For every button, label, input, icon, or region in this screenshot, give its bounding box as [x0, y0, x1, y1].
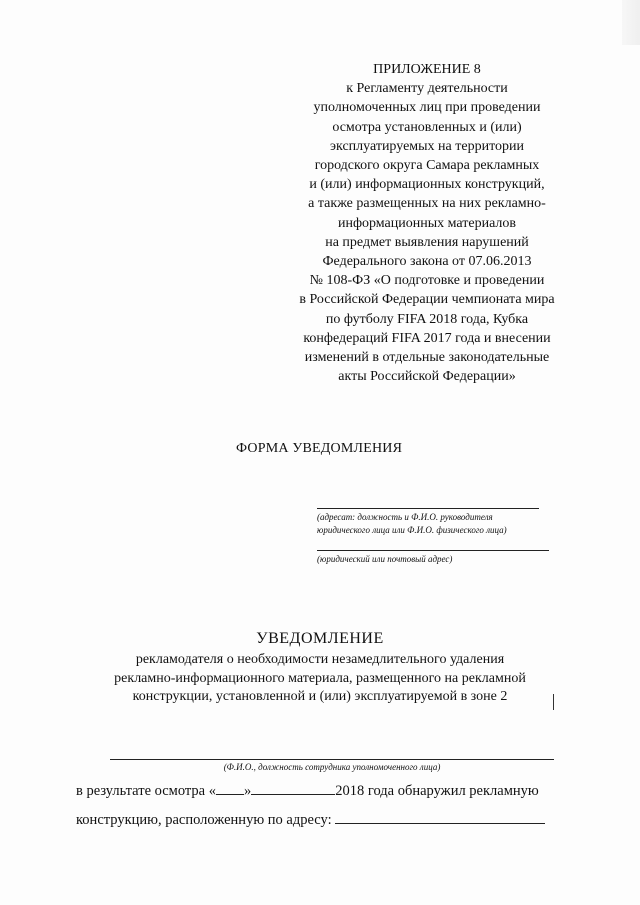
appendix-line: акты Российской Федерации» [338, 369, 516, 385]
addressee-caption-line1: (адресат: должность и Ф.И.О. руководителя [317, 512, 493, 522]
appendix-line: а также размещенных на них рекламно- [308, 196, 546, 212]
inspection-date-text [76, 780, 539, 800]
appendix-line: изменений в отдельные законодательные [304, 350, 550, 366]
inspection-date-line [76, 780, 558, 800]
month-blank[interactable] [251, 780, 335, 795]
appendix-line: информационных материалов [337, 215, 517, 231]
appendix-line: конфедераций FIFA 2017 года и внесении [303, 330, 551, 346]
location-address-blank[interactable] [335, 809, 545, 824]
notice-subtitle-line: конструкции, установленной и (или) эксплуатируемой в зоне 2 [132, 689, 508, 704]
appendix-line: № 108-ФЗ «О подготовке и проведении [309, 273, 545, 289]
appendix-line: к Регламенту деятельности [346, 81, 508, 97]
appendix-line: эксплуатируемых на территории [330, 138, 524, 154]
appendix-line: уполномоченных лиц при проведении [313, 100, 541, 116]
appendix-line: городского округа Самара рекламных [314, 158, 540, 174]
appendix-line: по футболу FIFA 2018 года, Кубка [325, 311, 529, 327]
addressee-caption [317, 511, 539, 537]
inspection-text-quote: » [244, 783, 252, 799]
official-blank-line[interactable] [110, 759, 554, 760]
notice-title: УВЕДОМЛЕНИЕ [256, 630, 384, 647]
text-cursor-mark [553, 694, 554, 710]
official-caption: (Ф.И.О., должность сотрудника уполномоченного лица) [223, 762, 441, 772]
inspection-text-prefix: в результате осмотра « [76, 783, 216, 799]
notice-subtitle-line: рекламно-информационного материала, размещенного на рекламной [114, 670, 526, 686]
scan-edge-shadow [622, 0, 640, 45]
appendix-line: ПРИЛОЖЕНИЕ 8 [373, 62, 481, 77]
day-blank[interactable] [216, 780, 244, 795]
appendix-line: осмотра установленных и (или) [332, 119, 522, 135]
address-line-text: конструкцию, расположенную по адресу: [76, 812, 332, 828]
appendix-line: в Российской Федерации чемпионата мира [299, 292, 555, 308]
appendix-line: на предмет выявления нарушений [325, 234, 529, 250]
address-block [317, 550, 549, 566]
appendix-header [262, 60, 592, 386]
addressee-block [317, 508, 539, 537]
address-blank-line[interactable] [317, 550, 549, 551]
address-line [76, 809, 558, 829]
form-title: ФОРМА УВЕДОМЛЕНИЯ [236, 441, 403, 456]
inspection-text-suffix: 2018 года обнаружил рекламную [335, 783, 539, 799]
appendix-line: Федерального закона от 07.06.2013 [322, 254, 532, 270]
addressee-caption-line2: юридического лица или Ф.И.О. физического лица) [317, 525, 507, 535]
appendix-line: и (или) информационных конструкций, [309, 177, 545, 193]
notice-subtitle [88, 651, 552, 707]
address-caption: (юридический или почтовый адрес) [317, 554, 453, 564]
addressee-blank-line[interactable] [317, 508, 539, 509]
notice-subtitle-line: рекламодателя о необходимости незамедлительного удаления [135, 652, 505, 667]
